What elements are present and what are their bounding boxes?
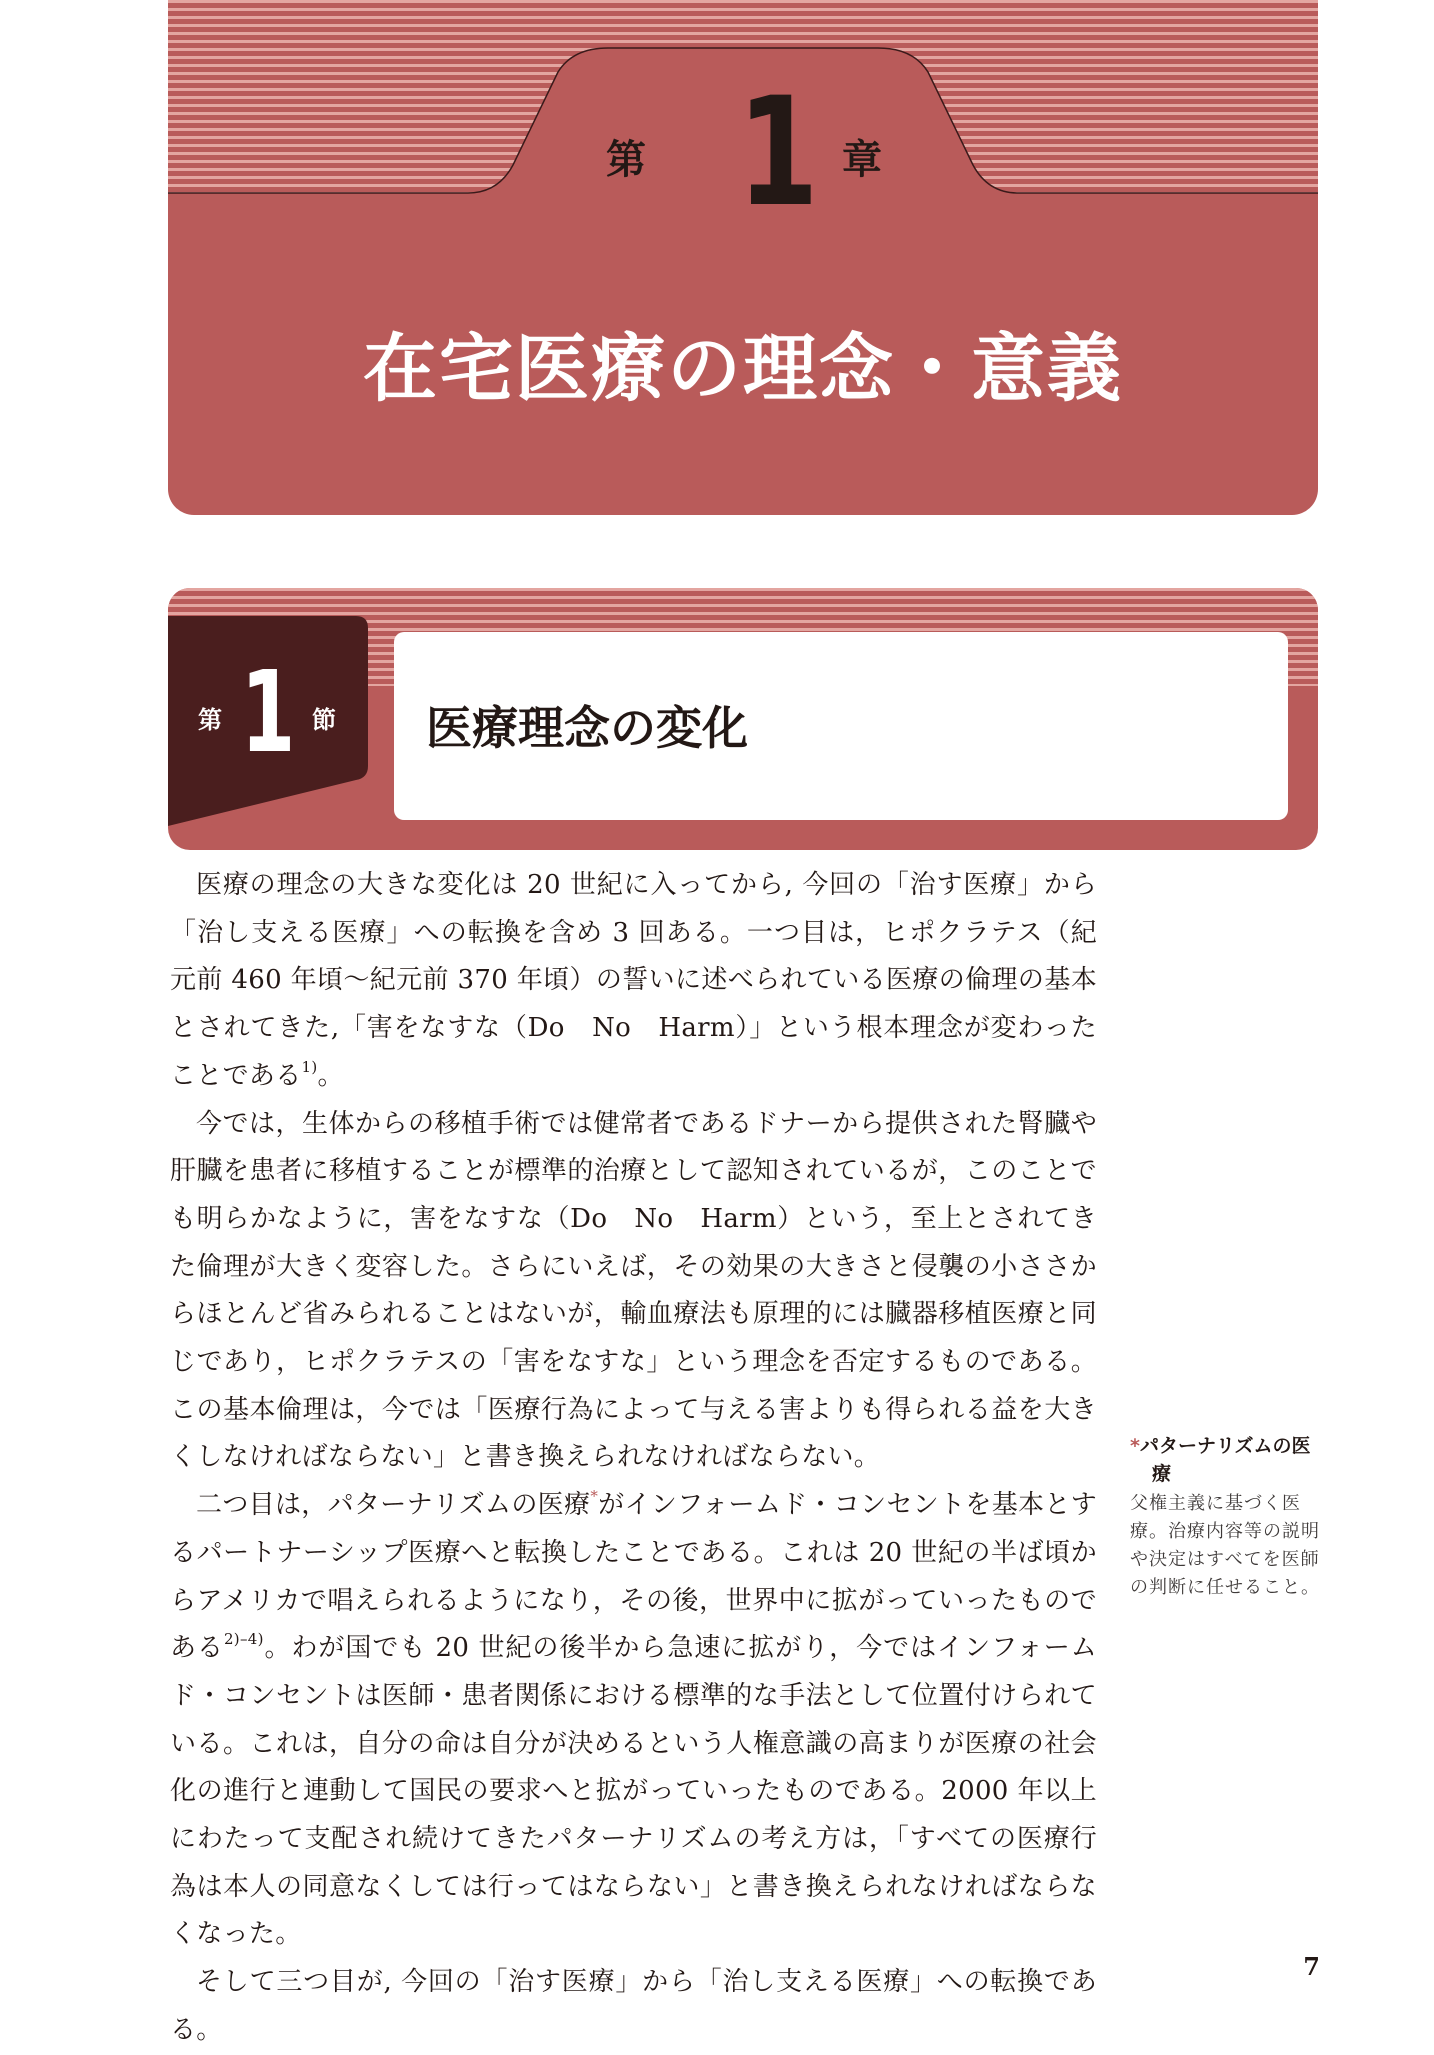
paragraph-1 <box>170 862 1097 1101</box>
section-label-suffix: 節 <box>312 706 336 734</box>
paragraph-3-start: 二つ目は，パターナリズムの医療 <box>196 1490 591 1521</box>
section-title-box <box>394 632 1288 820</box>
paragraph-2: 今では，生体からの移植手術では健常者であるドナーから提供された腎臓や肝臓を患者に移植することが標準的治療として認知されているが，このことでも明らかなように，害をなすな（Do No Harm）という，至上とされてきた倫理が大きく変容した。さらにいえば，その効果の大きさと侵襲の小ささからほとんど省みられることはないが，輸血療法も原理的には臓器移植医療と同じであり，ヒポクラテスの「害をなすな」という理念を否定するものである。この基本倫理は，今では「医療行為によって与える害よりも得られる益を大きくしなければならない」と書き換えられなければならない。 <box>170 1108 1097 1473</box>
sidenote <box>1130 1432 1320 1602</box>
footnote-marker: * <box>590 1487 599 1506</box>
chapter-number: 1 <box>737 66 819 240</box>
sidenote-term-text: パターナリズムの医療 <box>1139 1435 1311 1485</box>
paragraph-1-end: 。 <box>317 1060 344 1091</box>
paragraph-3-end: 。わが国でも 20 世紀の後半から急速に拡がり，今ではインフォームド・コンセントは医師・患者関係における標準的な手法として位置付けられている。これは，自分の命は自分が決めるという人権意識の高まりが医療の社会化の進行と連動して国民の要求へと拡がっていったものである。2000 年以上にわたって支配され続けてきたパターナリズムの考え方は，「すべての医療行為は本人の同意なくしては行ってはならない」と書き換えられなければならなくなった。 <box>170 1633 1097 1950</box>
sidenote-marker: * <box>1130 1435 1140 1457</box>
reference-1: 1) <box>301 1057 318 1076</box>
section-title: 医療理念の変化 <box>426 701 748 755</box>
chapter-label-suffix: 章 <box>842 137 882 183</box>
page-number: 7 <box>1303 1952 1320 1981</box>
paragraph-3-mid: がインフォームド・コンセントを基本とするパートナーシップ医療へと転換したことである。これは 20 世紀の半ば頃からアメリカで唱えられるようになり，その後，世界中に拡がっていったものである <box>170 1490 1098 1664</box>
section-label-prefix: 第 <box>198 706 222 734</box>
paragraph-1-text: 医療の理念の大きな変化は 20 世紀に入ってから, 今回の「治す医療」から「治し支える医療」への転換を含め 3 回ある。一つ目は，ヒポクラテス（紀元前 460 年頃〜紀元前 370 年頃）の誓いに述べられている医療の倫理の基本とされてきた,「害をなすな（Do No Harm）」という根本理念が変わったことである <box>170 870 1097 1091</box>
paragraph-3 <box>170 1482 1097 1959</box>
body-text <box>170 862 1097 2055</box>
chapter-label-prefix: 第 <box>606 137 646 183</box>
chapter-title: 在宅医療の理念・意義 <box>363 326 1123 412</box>
reference-2-4: 2)–4) <box>223 1630 264 1649</box>
sidenote-term <box>1130 1432 1320 1488</box>
chapter-header <box>168 0 1318 515</box>
sidenote-description: 父権主義に基づく医療。治療内容等の説明や決定はすべてを医師の判断に任せること。 <box>1130 1493 1320 1598</box>
paragraph-4: そして三つ目が, 今回の「治す医療」から「治し支える医療」への転換である。 <box>170 1967 1097 2045</box>
section-number: 1 <box>240 648 296 778</box>
section-header <box>168 588 1318 850</box>
